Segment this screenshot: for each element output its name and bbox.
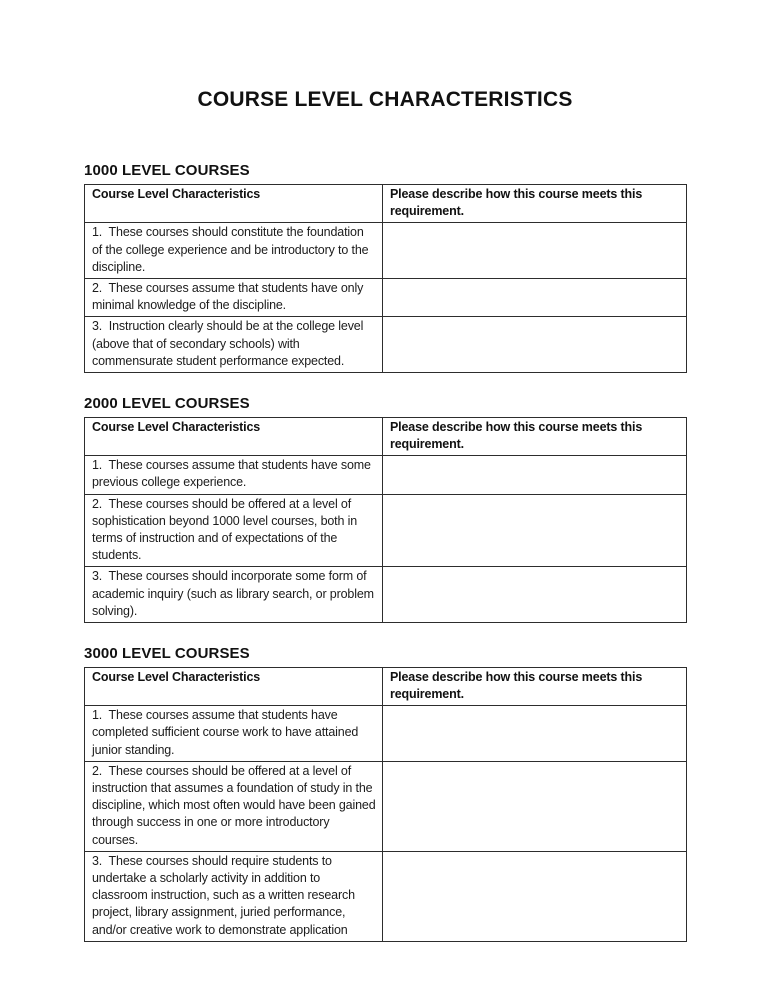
section-heading-3000: 3000 LEVEL COURSES bbox=[84, 644, 250, 662]
section-1000-level bbox=[84, 162, 686, 373]
table-header-row bbox=[85, 417, 687, 455]
characteristic-cell-2000-2: 2. These courses should be offered at a level of sophistication beyond 1000 level courses, both in terms of instruction and of expectations of the students. bbox=[85, 494, 383, 567]
answer-cell-3000-3[interactable] bbox=[383, 851, 687, 941]
table-row bbox=[85, 456, 687, 494]
characteristic-cell-3000-1: 1. These courses assume that students have completed sufficient course work to have attained junior standing. bbox=[85, 706, 383, 762]
section-2000-level bbox=[84, 395, 686, 623]
characteristic-cell-2000-3: 3. These courses should incorporate some form of academic inquiry (such as library search, or problem solving). bbox=[85, 567, 383, 623]
answer-cell-1000-2[interactable] bbox=[383, 278, 687, 316]
characteristic-cell-2000-1: 1. These courses assume that students have some previous college experience. bbox=[85, 456, 383, 494]
characteristic-cell-1000-3: 3. Instruction clearly should be at the college level (above that of secondary schools) with commensurate student performance expected. bbox=[85, 317, 383, 373]
characteristic-cell-1000-1: 1. These courses should constitute the foundation of the college experience and be introductory to the discipline. bbox=[85, 223, 383, 279]
course-table-1000 bbox=[84, 184, 687, 373]
column-header-characteristics: Course Level Characteristics bbox=[85, 184, 383, 222]
column-header-characteristics: Course Level Characteristics bbox=[85, 417, 383, 455]
characteristic-cell-3000-3: 3. These courses should require students to undertake a scholarly activity in addition to classroom instruction, such as a written research project, library assignment, juried performance, and/or creative work to demonstrate application bbox=[85, 851, 383, 941]
answer-cell-1000-1[interactable] bbox=[383, 223, 687, 279]
answer-cell-2000-2[interactable] bbox=[383, 494, 687, 567]
column-header-describe: Please describe how this course meets this requirement. bbox=[383, 417, 687, 455]
column-header-describe: Please describe how this course meets this requirement. bbox=[383, 184, 687, 222]
table-header-row bbox=[85, 667, 687, 705]
table-row bbox=[85, 706, 687, 762]
table-row bbox=[85, 567, 687, 623]
answer-cell-1000-3[interactable] bbox=[383, 317, 687, 373]
section-3000-level bbox=[84, 645, 686, 942]
course-table-3000 bbox=[84, 667, 687, 942]
answer-cell-2000-1[interactable] bbox=[383, 456, 687, 494]
table-row bbox=[85, 494, 687, 567]
table-row bbox=[85, 761, 687, 851]
answer-cell-3000-2[interactable] bbox=[383, 761, 687, 851]
course-table-2000 bbox=[84, 417, 687, 623]
answer-cell-3000-1[interactable] bbox=[383, 706, 687, 762]
section-heading-1000: 1000 LEVEL COURSES bbox=[84, 162, 250, 180]
table-row bbox=[85, 278, 687, 316]
table-row bbox=[85, 851, 687, 941]
table-row bbox=[85, 317, 687, 373]
characteristic-cell-3000-2: 2. These courses should be offered at a level of instruction that assumes a foundation of study in the discipline, which most often would have been gained through success in one or more introductory courses. bbox=[85, 761, 383, 851]
document-title: COURSE LEVEL CHARACTERISTICS bbox=[197, 88, 573, 111]
column-header-describe: Please describe how this course meets this requirement. bbox=[383, 667, 687, 705]
characteristic-cell-1000-2: 2. These courses assume that students have only minimal knowledge of the discipline. bbox=[85, 278, 383, 316]
answer-cell-2000-3[interactable] bbox=[383, 567, 687, 623]
table-row bbox=[85, 223, 687, 279]
column-header-characteristics: Course Level Characteristics bbox=[85, 667, 383, 705]
table-header-row bbox=[85, 184, 687, 222]
section-heading-2000: 2000 LEVEL COURSES bbox=[84, 394, 250, 412]
